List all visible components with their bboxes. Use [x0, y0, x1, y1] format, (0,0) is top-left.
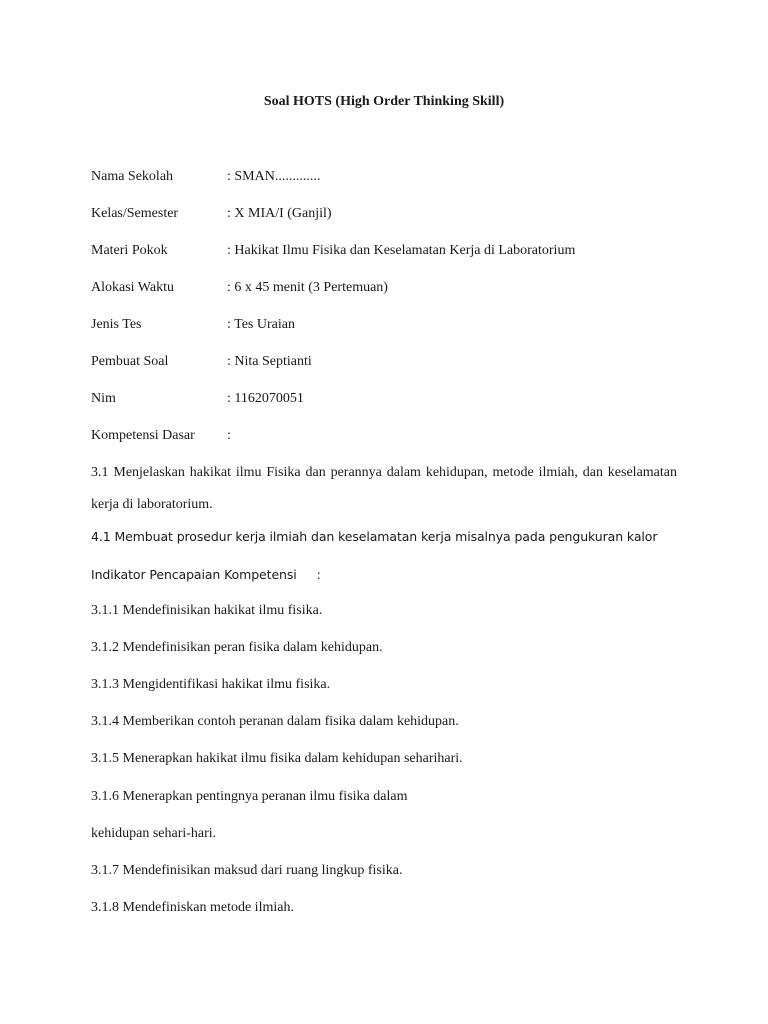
info-value: : X MIA/I (Ganjil): [227, 206, 332, 221]
info-label: Kelas/Semester: [91, 206, 179, 221]
indikator-item: 3.1.5 Menerapkan hakikat ilmu fisika dalam kehidupan seharihari.: [91, 751, 463, 766]
info-label: Nim: [91, 391, 116, 406]
info-value: : SMAN.............: [227, 169, 321, 184]
indikator-colon: :: [316, 567, 321, 582]
info-value: : Tes Uraian: [227, 317, 295, 332]
info-value: : Nita Septianti: [227, 354, 312, 369]
info-label: Alokasi Waktu: [91, 280, 174, 295]
indikator-item: 3.1.4 Memberikan contoh peranan dalam fisika dalam kehidupan.: [91, 714, 459, 729]
indikator-item: 3.1.1 Mendefinisikan hakikat ilmu fisika.: [91, 603, 323, 618]
indikator-label: Indikator Pencapaian Kompetensi: [91, 567, 297, 582]
info-label: Pembuat Soal: [91, 354, 169, 369]
document-title: Soal HOTS (High Order Thinking Skill): [263, 94, 505, 109]
kd-3-1-paragraph: 3.1 Menjelaskan hakikat ilmu Fisika dan perannya dalam kehidupan, metode ilmiah, dan keselamatan kerja di laboratorium.: [91, 465, 677, 512]
indikator-item: kehidupan sehari-hari.: [91, 826, 217, 841]
info-label: Jenis Tes: [91, 317, 142, 332]
indikator-heading: [91, 565, 321, 585]
indikator-item: 3.1.7 Mendefinisikan maksud dari ruang lingkup fisika.: [91, 863, 403, 878]
info-value: : 1162070051: [227, 391, 304, 406]
info-value: :: [227, 428, 231, 443]
info-value: : 6 x 45 menit (3 Pertemuan): [227, 280, 388, 295]
kd-4-1-paragraph: 4.1 Membuat prosedur kerja ilmiah dan keselamatan kerja misalnya pada pengukuran kalor: [91, 529, 658, 544]
info-label: Nama Sekolah: [91, 169, 174, 184]
info-value: : Hakikat Ilmu Fisika dan Keselamatan Kerja di Laboratorium: [227, 243, 576, 258]
indikator-item: 3.1.6 Menerapkan pentingnya peranan ilmu fisika dalam: [91, 789, 408, 804]
indikator-item: 3.1.3 Mengidentifikasi hakikat ilmu fisika.: [91, 677, 331, 692]
info-label: Materi Pokok: [91, 243, 168, 258]
indikator-item: 3.1.2 Mendefinisikan peran fisika dalam kehidupan.: [91, 640, 383, 655]
info-label: Kompetensi Dasar: [91, 428, 195, 443]
indikator-item: 3.1.8 Mendefiniskan metode ilmiah.: [91, 900, 294, 915]
